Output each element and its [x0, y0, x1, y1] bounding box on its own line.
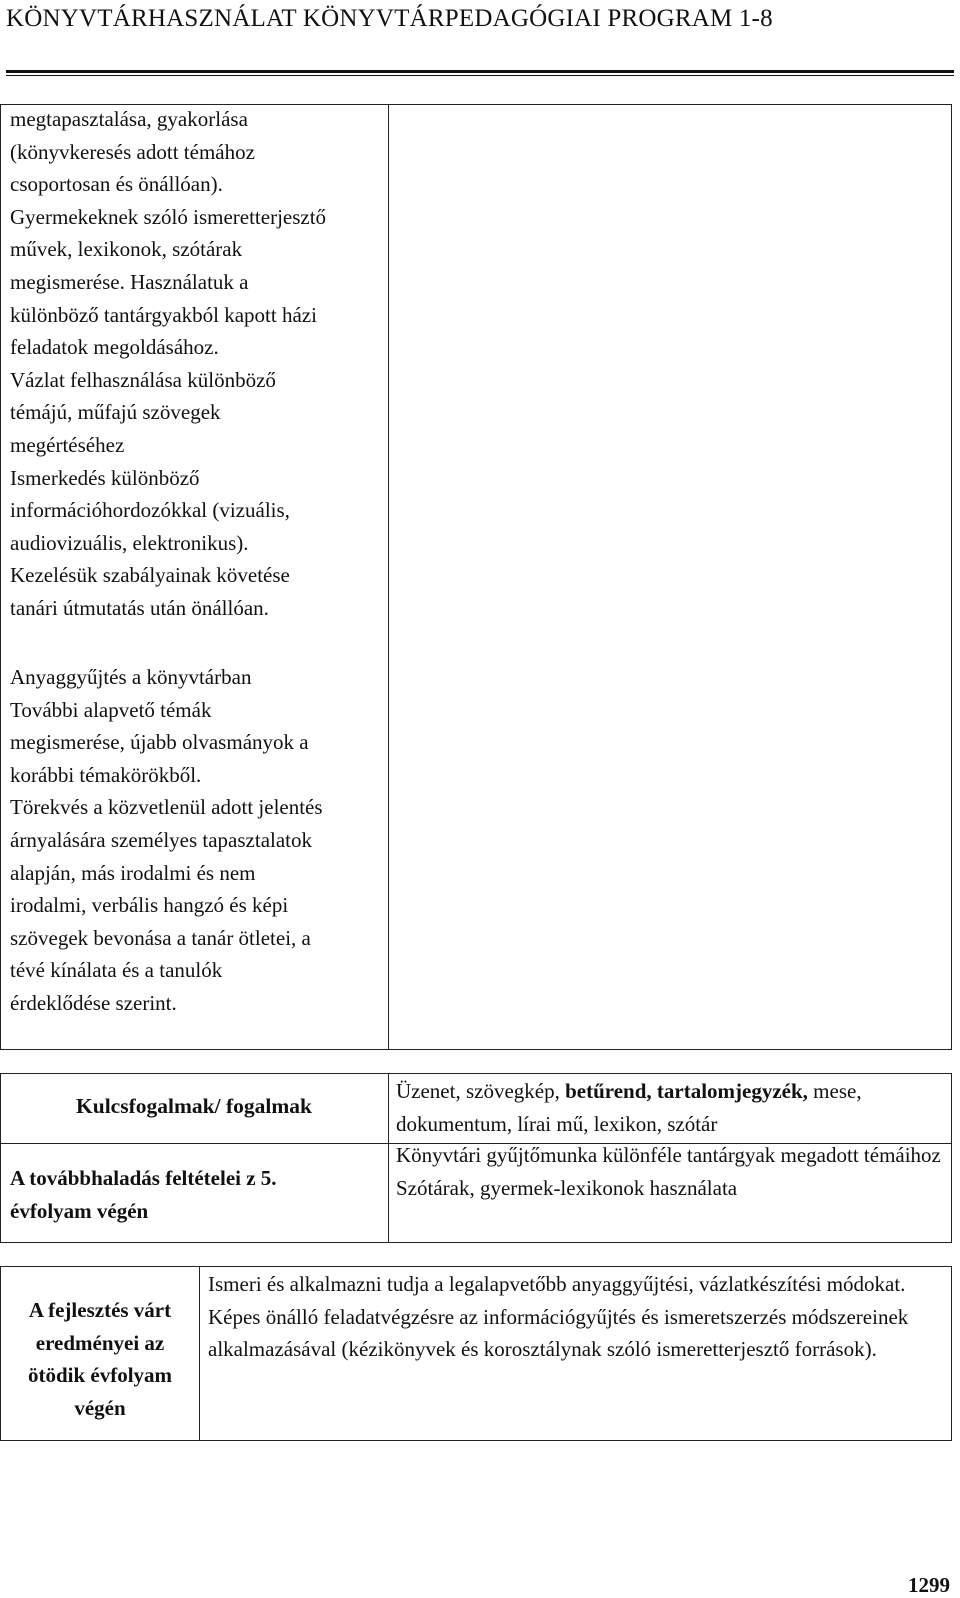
kulcs-content-part1: Üzenet, szövegkép, [396, 1079, 566, 1103]
results-content: Ismeri és alkalmazni tudja a legalapvetőbb anyaggyűjtési, vázlatkészítési módokat. Képes önálló feladatvégzésre az információgyűjtés és ismeretszerzés módszereinek alkalmazásával (kézikönyvek és korosztálynak szóló ismeretterjesztő források). [208, 1272, 909, 1362]
text-line: megértéséhez [10, 432, 125, 457]
text-line: korábbi témakörökből. [10, 762, 202, 787]
kulcs-content [396, 1075, 948, 1140]
kulcs-label: Kulcsfogalmak/ fogalmak [76, 1094, 312, 1118]
results-label: A fejlesztés várt eredményei az ötödik évfolyam végén [27, 1298, 173, 1420]
text-line: érdeklődése szerint. [10, 990, 177, 1015]
text-line: Anyaggyűjtés a könyvtárban [10, 665, 252, 689]
text-line: audiovizuális, elektronikus). [10, 530, 249, 555]
page-header-title: KÖNYVTÁRHASZNÁLAT KÖNYVTÁRPEDAGÓGIAI PROGRAM 1-8 [6, 5, 773, 32]
main-table-left-text [10, 103, 380, 625]
text-line: tévé kínálata és a tanulók [10, 958, 223, 983]
text-line: szövegek bevonása a tanár ötletei, a [10, 925, 311, 950]
text-line: csoportosan és önállóan). [10, 172, 223, 197]
text-line: megismerése. Használatuk a [10, 269, 249, 294]
text-line: Gyermekeknek szóló ismeretterjesztő [10, 204, 327, 229]
kulcs-table-divider [388, 1073, 389, 1243]
tovabb-content [396, 1139, 948, 1204]
text-line: (könyvkeresés adott témához [10, 139, 255, 164]
results-table-divider [199, 1266, 200, 1441]
kulcs-content-part2: mese, dokumentum, lírai mű, lexikon, szótár [396, 1079, 862, 1136]
text-line: További alapvető témák [10, 697, 212, 722]
text-line: feladatok megoldásához. [10, 335, 219, 360]
tovabb-label: A továbbhaladás feltételei z 5. évfolyam végén [10, 1166, 277, 1223]
tovabb-line: Szótárak, gyermek-lexikonok használata [396, 1175, 738, 1200]
text-line: Ismerkedés különböző [10, 465, 200, 490]
page-number: 1299 [908, 1573, 950, 1597]
text-line: témájú, műfajú szövegek [10, 400, 221, 425]
text-line: Vázlat felhasználása különböző [10, 367, 276, 392]
header-rule-thin [6, 75, 954, 76]
text-line: művek, lexikonok, szótárak [10, 237, 243, 262]
text-line: Törekvés a közvetlenül adott jelentés [10, 795, 323, 820]
main-table-right-cell [389, 105, 951, 1049]
text-line: megtapasztalása, gyakorlása [10, 107, 248, 131]
kulcs-content-bold: betűrend, tartalomjegyzék, [565, 1079, 808, 1103]
main-table-left-text-2 [10, 661, 380, 1020]
text-line: Kezelésük szabályainak követése [10, 563, 290, 588]
text-line: megismerése, újabb olvasmányok a [10, 730, 309, 755]
header-rule [6, 70, 954, 73]
text-line: irodalmi, verbális hangzó és képi [10, 893, 289, 918]
text-line: tanári útmutatás után önállóan. [10, 595, 269, 620]
tovabb-line: Könyvtári gyűjtőmunka különféle tantárgyak megadott témáihoz [396, 1143, 941, 1167]
text-line: információhordozókkal (vizuális, [10, 498, 290, 523]
text-line: alapján, más irodalmi és nem [10, 860, 256, 885]
text-line: különböző tantárgyakból kapott házi [10, 302, 317, 327]
text-line: árnyalására személyes tapasztalatok [10, 827, 313, 852]
